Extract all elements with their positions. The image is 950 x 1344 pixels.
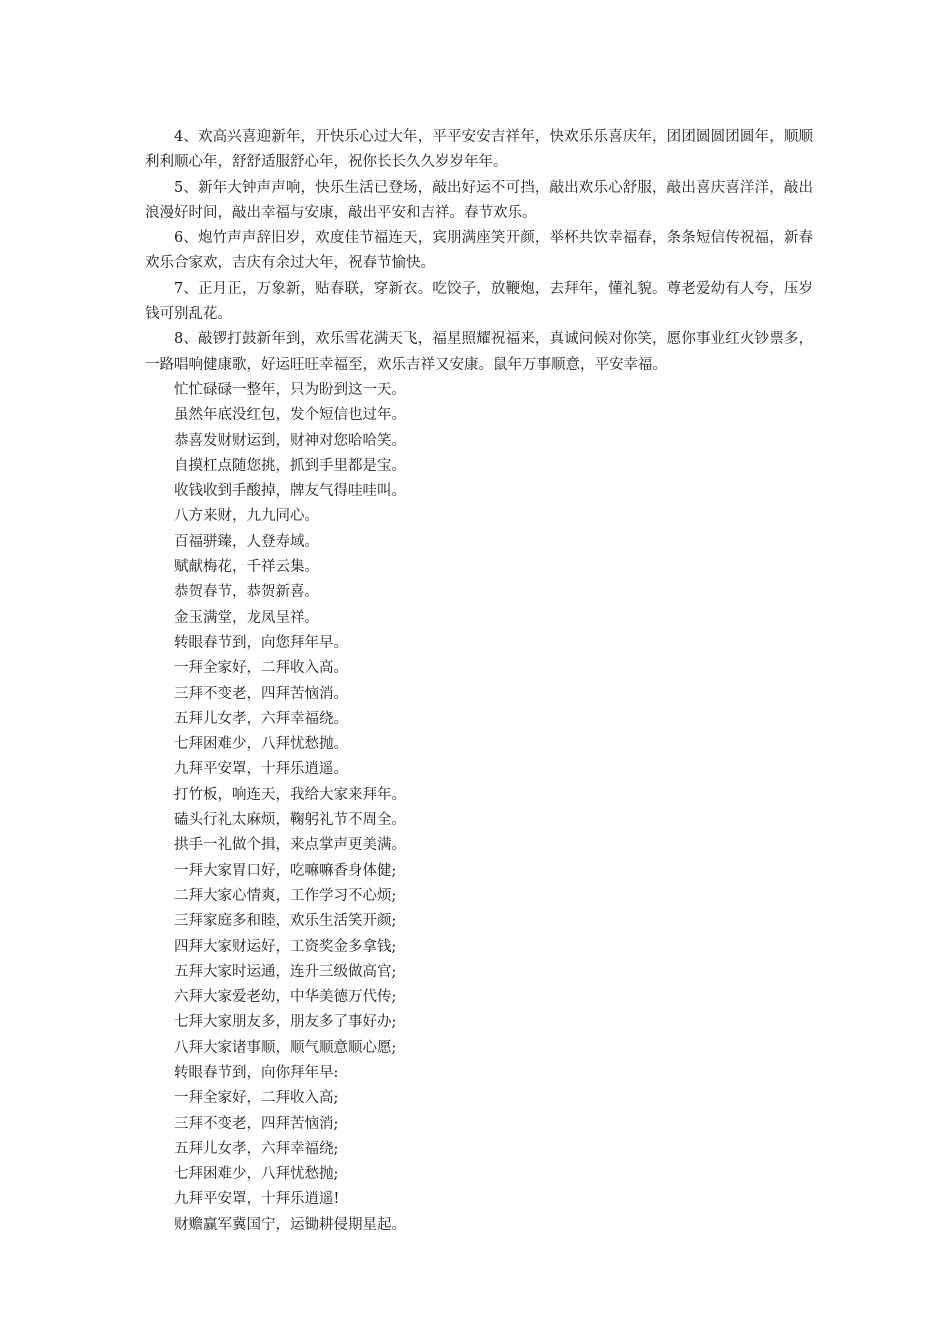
verse-line: 自摸杠点随您挑，抓到手里都是宝。: [174, 457, 406, 474]
verse-line: 收钱收到手酸掉，牌友气得哇哇叫。: [174, 483, 406, 500]
verse-line: 虽然年底没红包，发个短信也过年。: [174, 407, 406, 424]
paragraph-5: 5、新年大钟声声响，快乐生活已登场，敲出好运不可挡，敲出欢乐心舒服，敲出喜庆喜洋洋，敲出浪漫好时间，敲出幸福与安康，敲出平安和吉祥。春节欢乐。: [145, 179, 813, 221]
verse-line: 打竹板，响连天，我给大家来拜年。: [174, 786, 406, 803]
paragraph-4: 4、欢高兴喜迎新年，开快乐心过大年，平平安安吉祥年，快欢乐乐喜庆年，团团圆圆团圆年，顺顺利利顺心年，舒舒适服舒心年，祝你长长久久岁岁年年。: [145, 129, 813, 171]
verse-line: 三拜不变老，四拜苦恼消。: [174, 685, 348, 702]
verse-line: 赋献梅花，千祥云集。: [174, 559, 319, 576]
verse-line: 八拜大家诸事顺，顺气顺意顺心愿;: [174, 1039, 397, 1056]
verse-line: 恭喜发财财运到，财神对您哈哈笑。: [174, 432, 406, 449]
verse-line: 金玉满堂，龙凤呈祥。: [174, 609, 319, 626]
document-body: [145, 125, 813, 1238]
verse-line: 转眼春节到，向您拜年早。: [174, 634, 348, 651]
verse-line: 一拜大家胃口好，吃嘛嘛香身体健;: [174, 862, 397, 879]
verse-line: 五拜大家时运通，连升三级做高官;: [174, 963, 397, 980]
verse-line: 百福骈臻，人登寿域。: [174, 533, 319, 550]
verse-line: 财赡赢军冀国宁，运锄耕侵期星起。: [174, 1216, 406, 1233]
paragraph-8: 8、敲锣打鼓新年到，欢乐雪花满天飞，福星照耀祝福来，真诚问候对你笑，愿你事业红火钞票多，一路唱响健康歌，好运旺旺幸福至，欢乐吉祥又安康。鼠年万事顺意，平安幸福。: [145, 331, 813, 373]
verse-line: 五拜儿女孝，六拜幸福绕;: [174, 1140, 339, 1157]
verse-line: 七拜困难少，八拜忧愁抛。: [174, 736, 348, 753]
verse-line: 转眼春节到，向你拜年早:: [174, 1064, 339, 1081]
verse-line: 恭贺春节，恭贺新喜。: [174, 584, 319, 601]
verse-line: 一拜全家好，二拜收入高;: [174, 1090, 339, 1107]
verse-line: 七拜困难少，八拜忧愁抛;: [174, 1166, 339, 1183]
verse-line: 磕头行礼太麻烦，鞠躬礼节不周全。: [174, 812, 406, 829]
verse-line: 三拜家庭多和睦，欢乐生活笑开颜;: [174, 913, 397, 930]
verse-line: 四拜大家财运好，工资奖金多拿钱;: [174, 938, 397, 955]
verse-line: 八方来财，九九同心。: [174, 508, 319, 525]
verse-line: 一拜全家好，二拜收入高。: [174, 660, 348, 677]
verse-line: 九拜平安罩，十拜乐逍遥!: [174, 1191, 340, 1208]
verse-line: 二拜大家心情爽，工作学习不心烦;: [174, 887, 397, 904]
verse-line: 五拜儿女孝，六拜幸福绕。: [174, 710, 348, 727]
verse-line: 六拜大家爱老幼，中华美德万代传;: [174, 989, 397, 1006]
verse-line: 忙忙碌碌一整年，只为盼到这一天。: [174, 381, 406, 398]
verse-line: 七拜大家朋友多，朋友多了事好办;: [174, 1014, 397, 1031]
verse-line: 拱手一礼做个揖，来点掌声更美满。: [174, 837, 406, 854]
verse-line: 三拜不变老，四拜苦恼消;: [174, 1115, 339, 1132]
paragraph-7: 7、正月正，万象新，贴春联，穿新衣。吃饺子，放鞭炮，去拜年，懂礼貌。尊老爱幼有人夸，压岁钱可别乱花。: [145, 280, 813, 323]
paragraph-6: 6、炮竹声声辞旧岁，欢度佳节福连天，宾朋满座笑开颜，举杯共饮幸福春，条条短信传祝福，新春欢乐合家欢，吉庆有余过大年，祝春节愉快。: [145, 230, 813, 272]
verse-line: 九拜平安罩，十拜乐逍遥。: [174, 761, 348, 778]
